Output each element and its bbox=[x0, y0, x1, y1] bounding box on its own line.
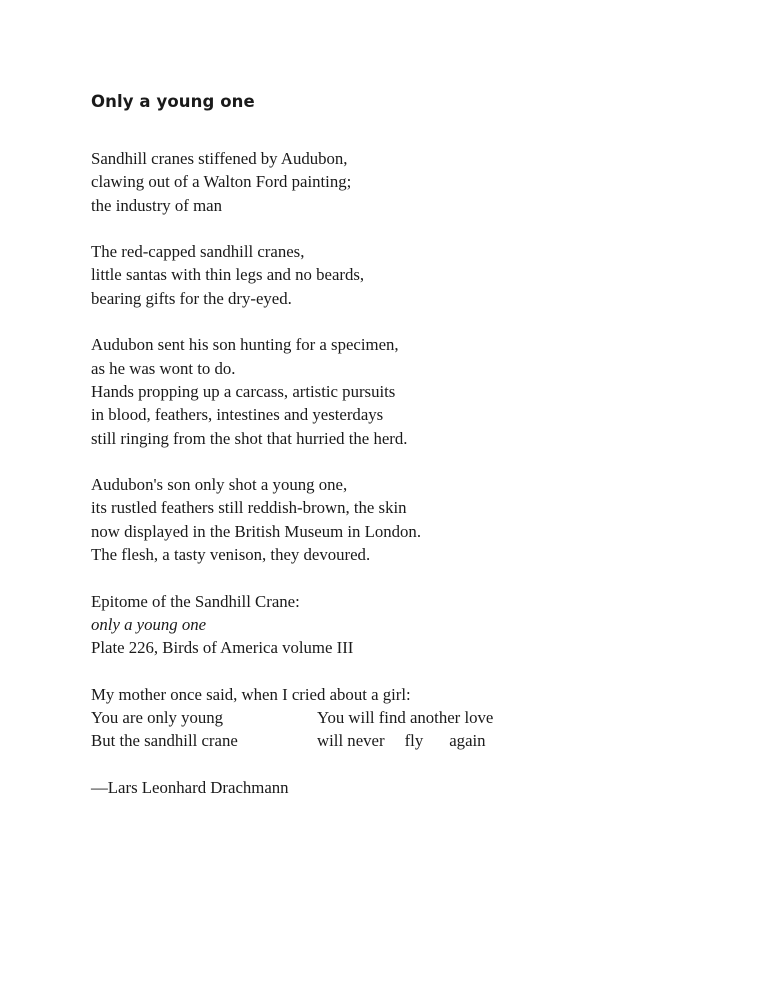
poem-line: My mother once said, when I cried about a girl: bbox=[91, 684, 411, 704]
poem-line: Sandhill cranes stiffened by Audubon, bbox=[91, 149, 348, 168]
poem-line: Audubon sent his son hunting for a specimen, bbox=[91, 335, 399, 355]
poem-line: Epitome of the Sandhill Crane: bbox=[91, 591, 300, 611]
left-column-text: You are only young bbox=[91, 708, 224, 728]
poem-page bbox=[91, 90, 731, 799]
poem-title: Only a young one bbox=[91, 92, 255, 111]
poem-line-italic: only a young one bbox=[91, 614, 207, 634]
poem-line: in blood, feathers, intestines and yesterdays bbox=[91, 405, 384, 425]
poem-line: The red-capped sandhill cranes, bbox=[91, 242, 305, 262]
poem-line: as he was wont to do. bbox=[91, 358, 236, 378]
author-signature: —Lars Leonhard Drachmann bbox=[91, 778, 289, 798]
poem-line: still ringing from the shot that hurried the herd. bbox=[91, 428, 408, 448]
poem-line: its rustled feathers still reddish-brown, the skin bbox=[91, 498, 407, 518]
stanza-6 bbox=[91, 683, 731, 753]
poem-line: now displayed in the British Museum in London. bbox=[91, 521, 422, 541]
stanza-3 bbox=[91, 333, 731, 449]
poem-line: The flesh, a tasty venison, they devoured. bbox=[91, 545, 371, 565]
stanza-1 bbox=[91, 147, 731, 217]
spaced-word: will never bbox=[317, 731, 385, 751]
poem-line: clawing out of a Walton Ford painting; bbox=[91, 172, 352, 192]
poem-line: little santas with thin legs and no beards, bbox=[91, 265, 365, 285]
spaced-word: fly bbox=[404, 731, 424, 751]
right-column-text: You will find another love bbox=[317, 708, 494, 728]
stanza-4 bbox=[91, 473, 731, 566]
poem-line: bearing gifts for the dry-eyed. bbox=[91, 288, 292, 308]
poem-line: the industry of man bbox=[91, 195, 222, 215]
poem-line: Hands propping up a carcass, artistic pursuits bbox=[91, 381, 396, 401]
spaced-words bbox=[317, 729, 486, 752]
two-column-line bbox=[91, 729, 731, 752]
poem-line: Audubon's son only shot a young one, bbox=[91, 475, 348, 495]
poem-line: Plate 226, Birds of America volume III bbox=[91, 638, 354, 658]
left-column-text: But the sandhill crane bbox=[91, 731, 238, 751]
stanza-2 bbox=[91, 240, 731, 310]
two-column-line bbox=[91, 706, 731, 729]
spaced-word: again bbox=[449, 731, 486, 751]
stanza-5 bbox=[91, 590, 731, 660]
